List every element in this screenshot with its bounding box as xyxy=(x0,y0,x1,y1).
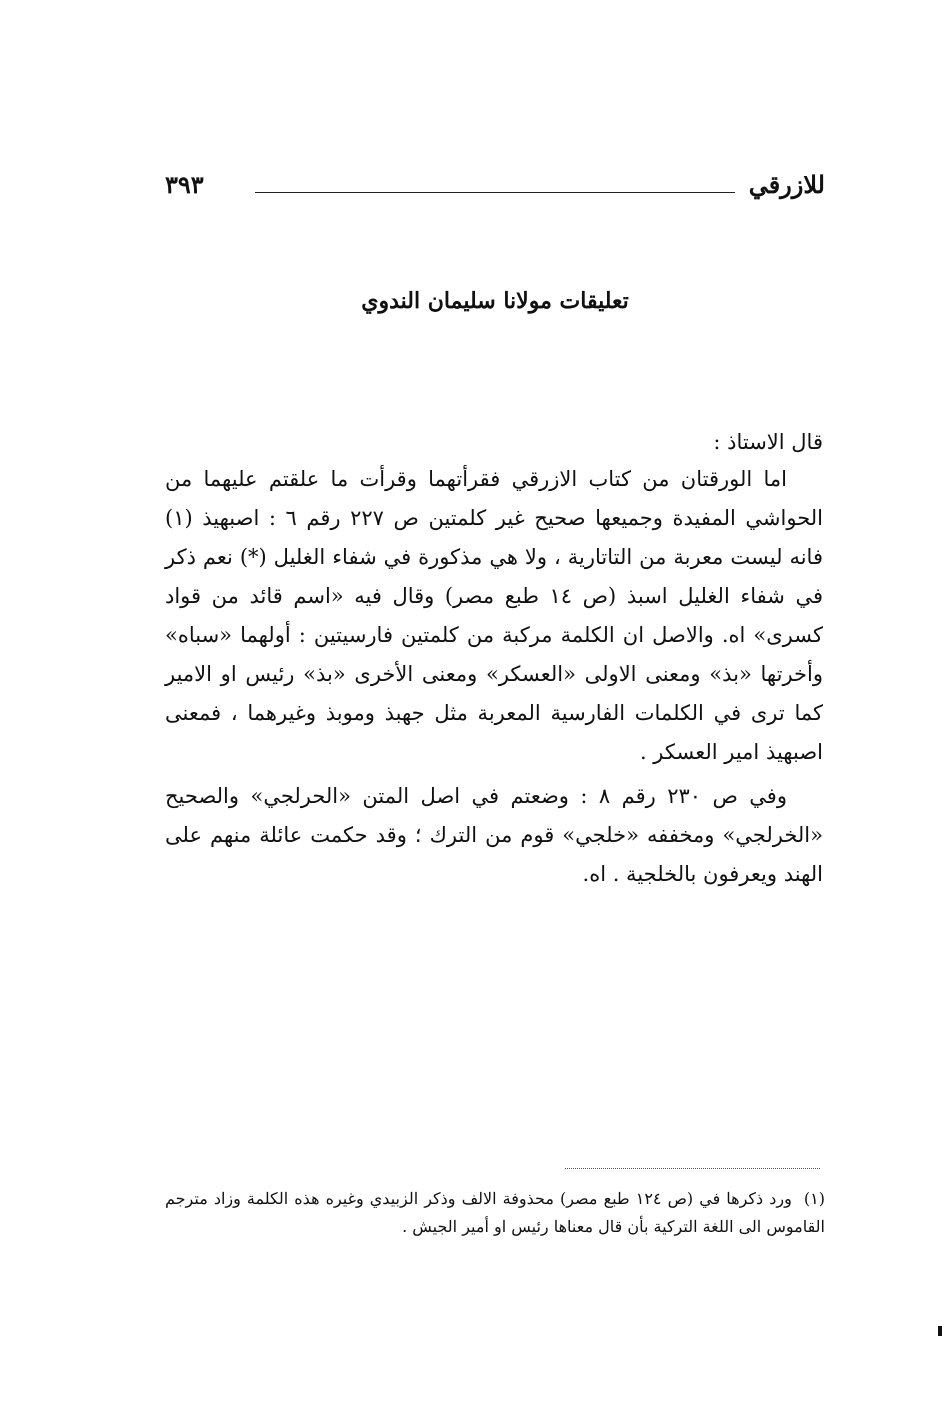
page-header xyxy=(165,170,825,206)
footnote xyxy=(165,1185,825,1241)
running-title: للازرقي xyxy=(748,170,825,199)
page-number: ٣٩٣ xyxy=(165,170,204,199)
footnote-separator xyxy=(565,1168,820,1169)
header-rule xyxy=(255,192,735,193)
intro-line: قال الاستاذ : xyxy=(713,430,823,454)
paragraph-2: وفي ص ٢٣٠ رقم ٨ : وضعتم في اصل المتن «الحرلجي» والصحيح «الخرلجي» ومخففه «خلجي» قوم من الترك ؛ وقد حكمت عائلة منهم على الهند ويعرفون بالخلجية . اه. xyxy=(165,784,823,886)
section-title: تعليقات مولانا سليمان الندوي xyxy=(361,288,629,314)
footnote-text: ورد ذكرها في (ص ١٢٤ طبع مصر) محذوفة الالف وذكر الزبيدي وغيره هذه الكلمة وزاد مترجم القاموس الى اللغة التركية بأن قال معناها رئيس او أمير الجيش . xyxy=(165,1189,825,1236)
paragraph-1: اما الورقتان من كتاب الازرقي فقرأتهما وقرأت ما علقتم عليهما من الحواشي المفيدة وجميعها صحيح غير كلمتين ص ٢٢٧ رقم ٦ : اصبهيذ (١) فانه ليست معربة من التاتارية ، ولا هي مذكورة في شفاء الغليل (*) نعم ذكر في شفاء الغليل اسبذ (ص ١٤ طبع مصر) وقال فيه «اسم قائد من قواد كسرى» اه. والاصل ان الكلمة مركبة من كلمتين فارسيتين : أولهما «سباه» وأخرتها «بذ» ومعنى الاولى «العسكر» ومعنى الأخرى «بذ» رئيس او الامير كما ترى في الكلمات الفارسية المعربة مثل جهبذ وموبذ وغيرهما ، فمعنى اصبهيذ امير العسكر . xyxy=(165,467,823,764)
body-text xyxy=(165,460,823,894)
footnote-number: (١) xyxy=(803,1189,825,1208)
scan-edge-mark xyxy=(938,1326,942,1336)
